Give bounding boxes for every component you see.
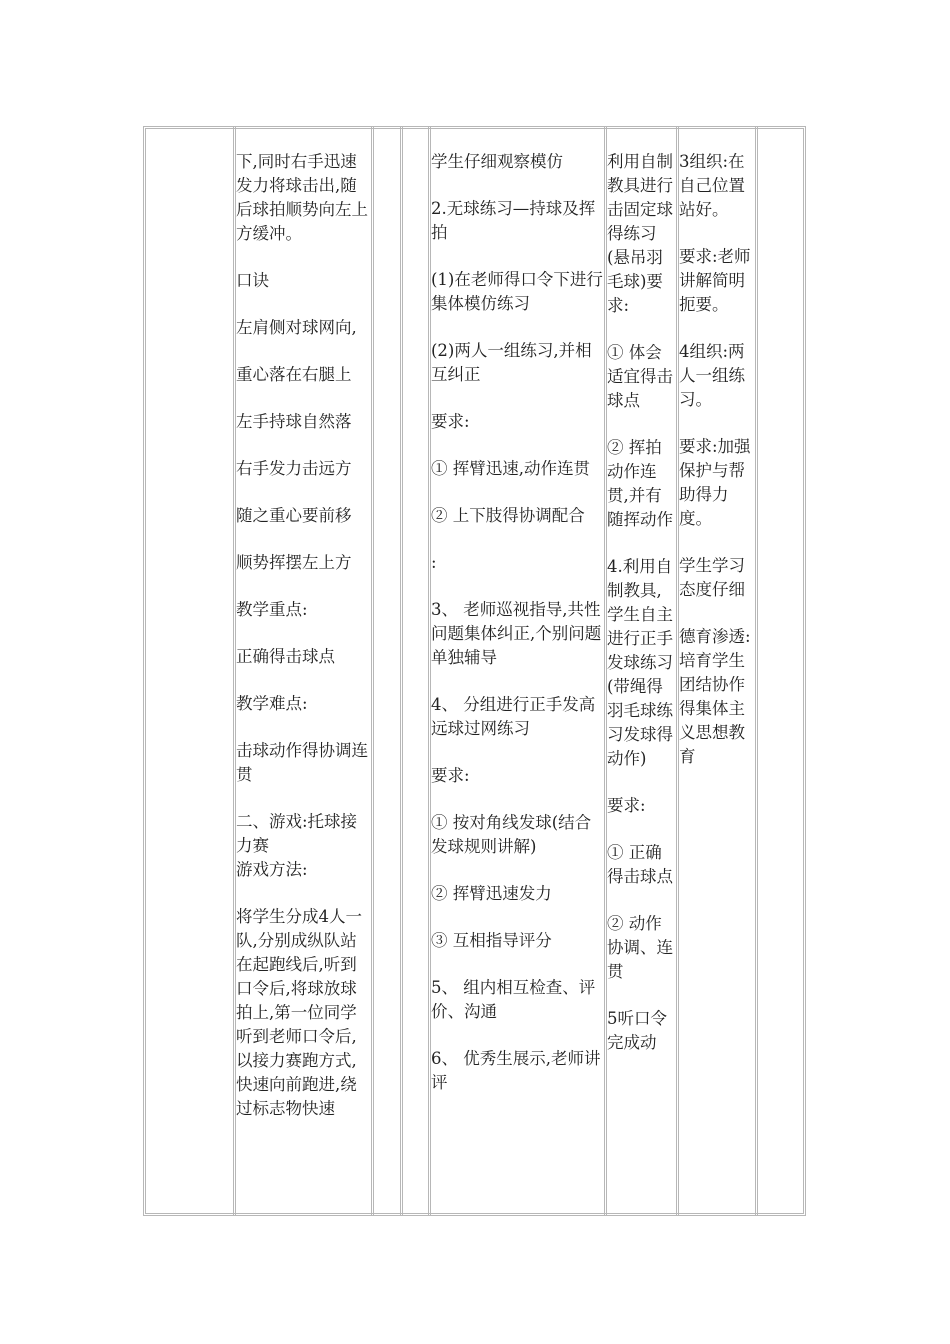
student-paragraph: ① 正确得击球点: [607, 843, 673, 886]
content-paragraph: 口诀: [236, 271, 269, 290]
teacher-paragraph: 学生仔细观察模仿: [431, 152, 563, 171]
content-paragraph: 教学难点:: [236, 694, 308, 713]
organization-paragraph: 要求:老师讲解简明扼要。: [679, 247, 751, 314]
teacher-paragraph: ① 挥臂迅速,动作连贯: [431, 459, 590, 478]
student-paragraph: ② 动作协调、连贯: [607, 914, 673, 981]
teacher-paragraph: (2)两人一组练习,并相互纠正: [431, 341, 592, 384]
teacher-paragraph: ① 按对角线发球(结合发球规则讲解): [431, 813, 592, 856]
student-paragraph: 利用自制教具进行击固定球得练习(悬吊羽毛球)要求:: [607, 152, 673, 315]
content-paragraph: 下,同时右手迅速发力将球击出,随后球拍顺势向左上方缓冲。: [236, 152, 368, 243]
student-paragraph: 要求:: [607, 796, 646, 815]
content-paragraph: 随之重心要前移: [236, 506, 352, 525]
organization-paragraph: 3组织:在自己位置站好。: [679, 152, 745, 219]
teacher-paragraph: 3、 老师巡视指导,共性问题集体纠正,个别问题单独辅导: [431, 600, 602, 667]
teacher-paragraph: 6、 优秀生展示,老师讲评: [431, 1049, 601, 1092]
teacher-paragraph: 2.无球练习—持球及挥拍: [431, 199, 596, 242]
student-paragraph: ② 挥拍动作连贯,并有随挥动作: [607, 438, 673, 529]
teacher-paragraph: 要求:: [431, 766, 470, 785]
teacher-paragraph: ② 挥臂迅速发力: [431, 884, 552, 903]
teacher-paragraph: 要求:: [431, 412, 470, 431]
content-paragraph: 教学重点:: [236, 600, 308, 619]
teacher-paragraph: :: [431, 553, 437, 572]
student-activity-column: [607, 150, 677, 1210]
content-paragraph: 左手持球自然落: [236, 412, 352, 431]
student-paragraph: ① 体会适宜得击球点: [607, 343, 673, 410]
student-paragraph: 4.利用自制教具,学生自主进行正手发球练习(带绳得羽毛球练习发球得动作): [607, 557, 673, 768]
teacher-paragraph: (1)在老师得口令下进行集体模仿练习: [431, 270, 603, 313]
organization-paragraph: 4组织:两人一组练习。: [679, 342, 745, 409]
content-paragraph: 二、游戏:托球接力赛: [236, 812, 358, 855]
content-paragraph: 左肩侧对球网向,: [236, 318, 357, 337]
student-paragraph: 5听口令完成动: [607, 1009, 667, 1052]
teaching-content-column: [236, 150, 370, 1144]
content-paragraph: 击球动作得协调连贯: [236, 741, 368, 784]
content-paragraph: 正确得击球点: [236, 647, 335, 666]
content-paragraph: 重心落在右腿上: [236, 365, 352, 384]
content-paragraph: 将学生分成4人一队,分别成纵队站在起跑线后,听到口令后,将球放球拍上,第一位同学听到老师口令后,以接力赛跑方式,快速向前跑进,绕过标志物快速: [236, 907, 362, 1118]
column-divider: [400, 126, 403, 1216]
organization-paragraph: 学生学习态度仔细: [679, 556, 745, 599]
content-paragraph: 右手发力击远方: [236, 459, 352, 478]
teacher-paragraph: 4、 分组进行正手发高远球过网练习: [431, 695, 596, 738]
teacher-paragraph: 5、 组内相互检查、评价、沟通: [431, 978, 596, 1021]
column-divider: [371, 126, 374, 1216]
content-paragraph: 游戏方法:: [236, 860, 308, 879]
teacher-activity-column: [431, 150, 606, 1118]
teacher-paragraph: ③ 互相指导评分: [431, 931, 552, 950]
teacher-paragraph: ② 上下肢得协调配合: [431, 506, 585, 525]
organization-paragraph: 德育渗透:培育学生团结协作得集体主义思想教育: [679, 627, 751, 766]
organization-column: [679, 150, 757, 792]
organization-paragraph: 要求:加强保护与帮助得力度。: [679, 437, 751, 528]
content-paragraph: 顺势挥摆左上方: [236, 553, 352, 572]
